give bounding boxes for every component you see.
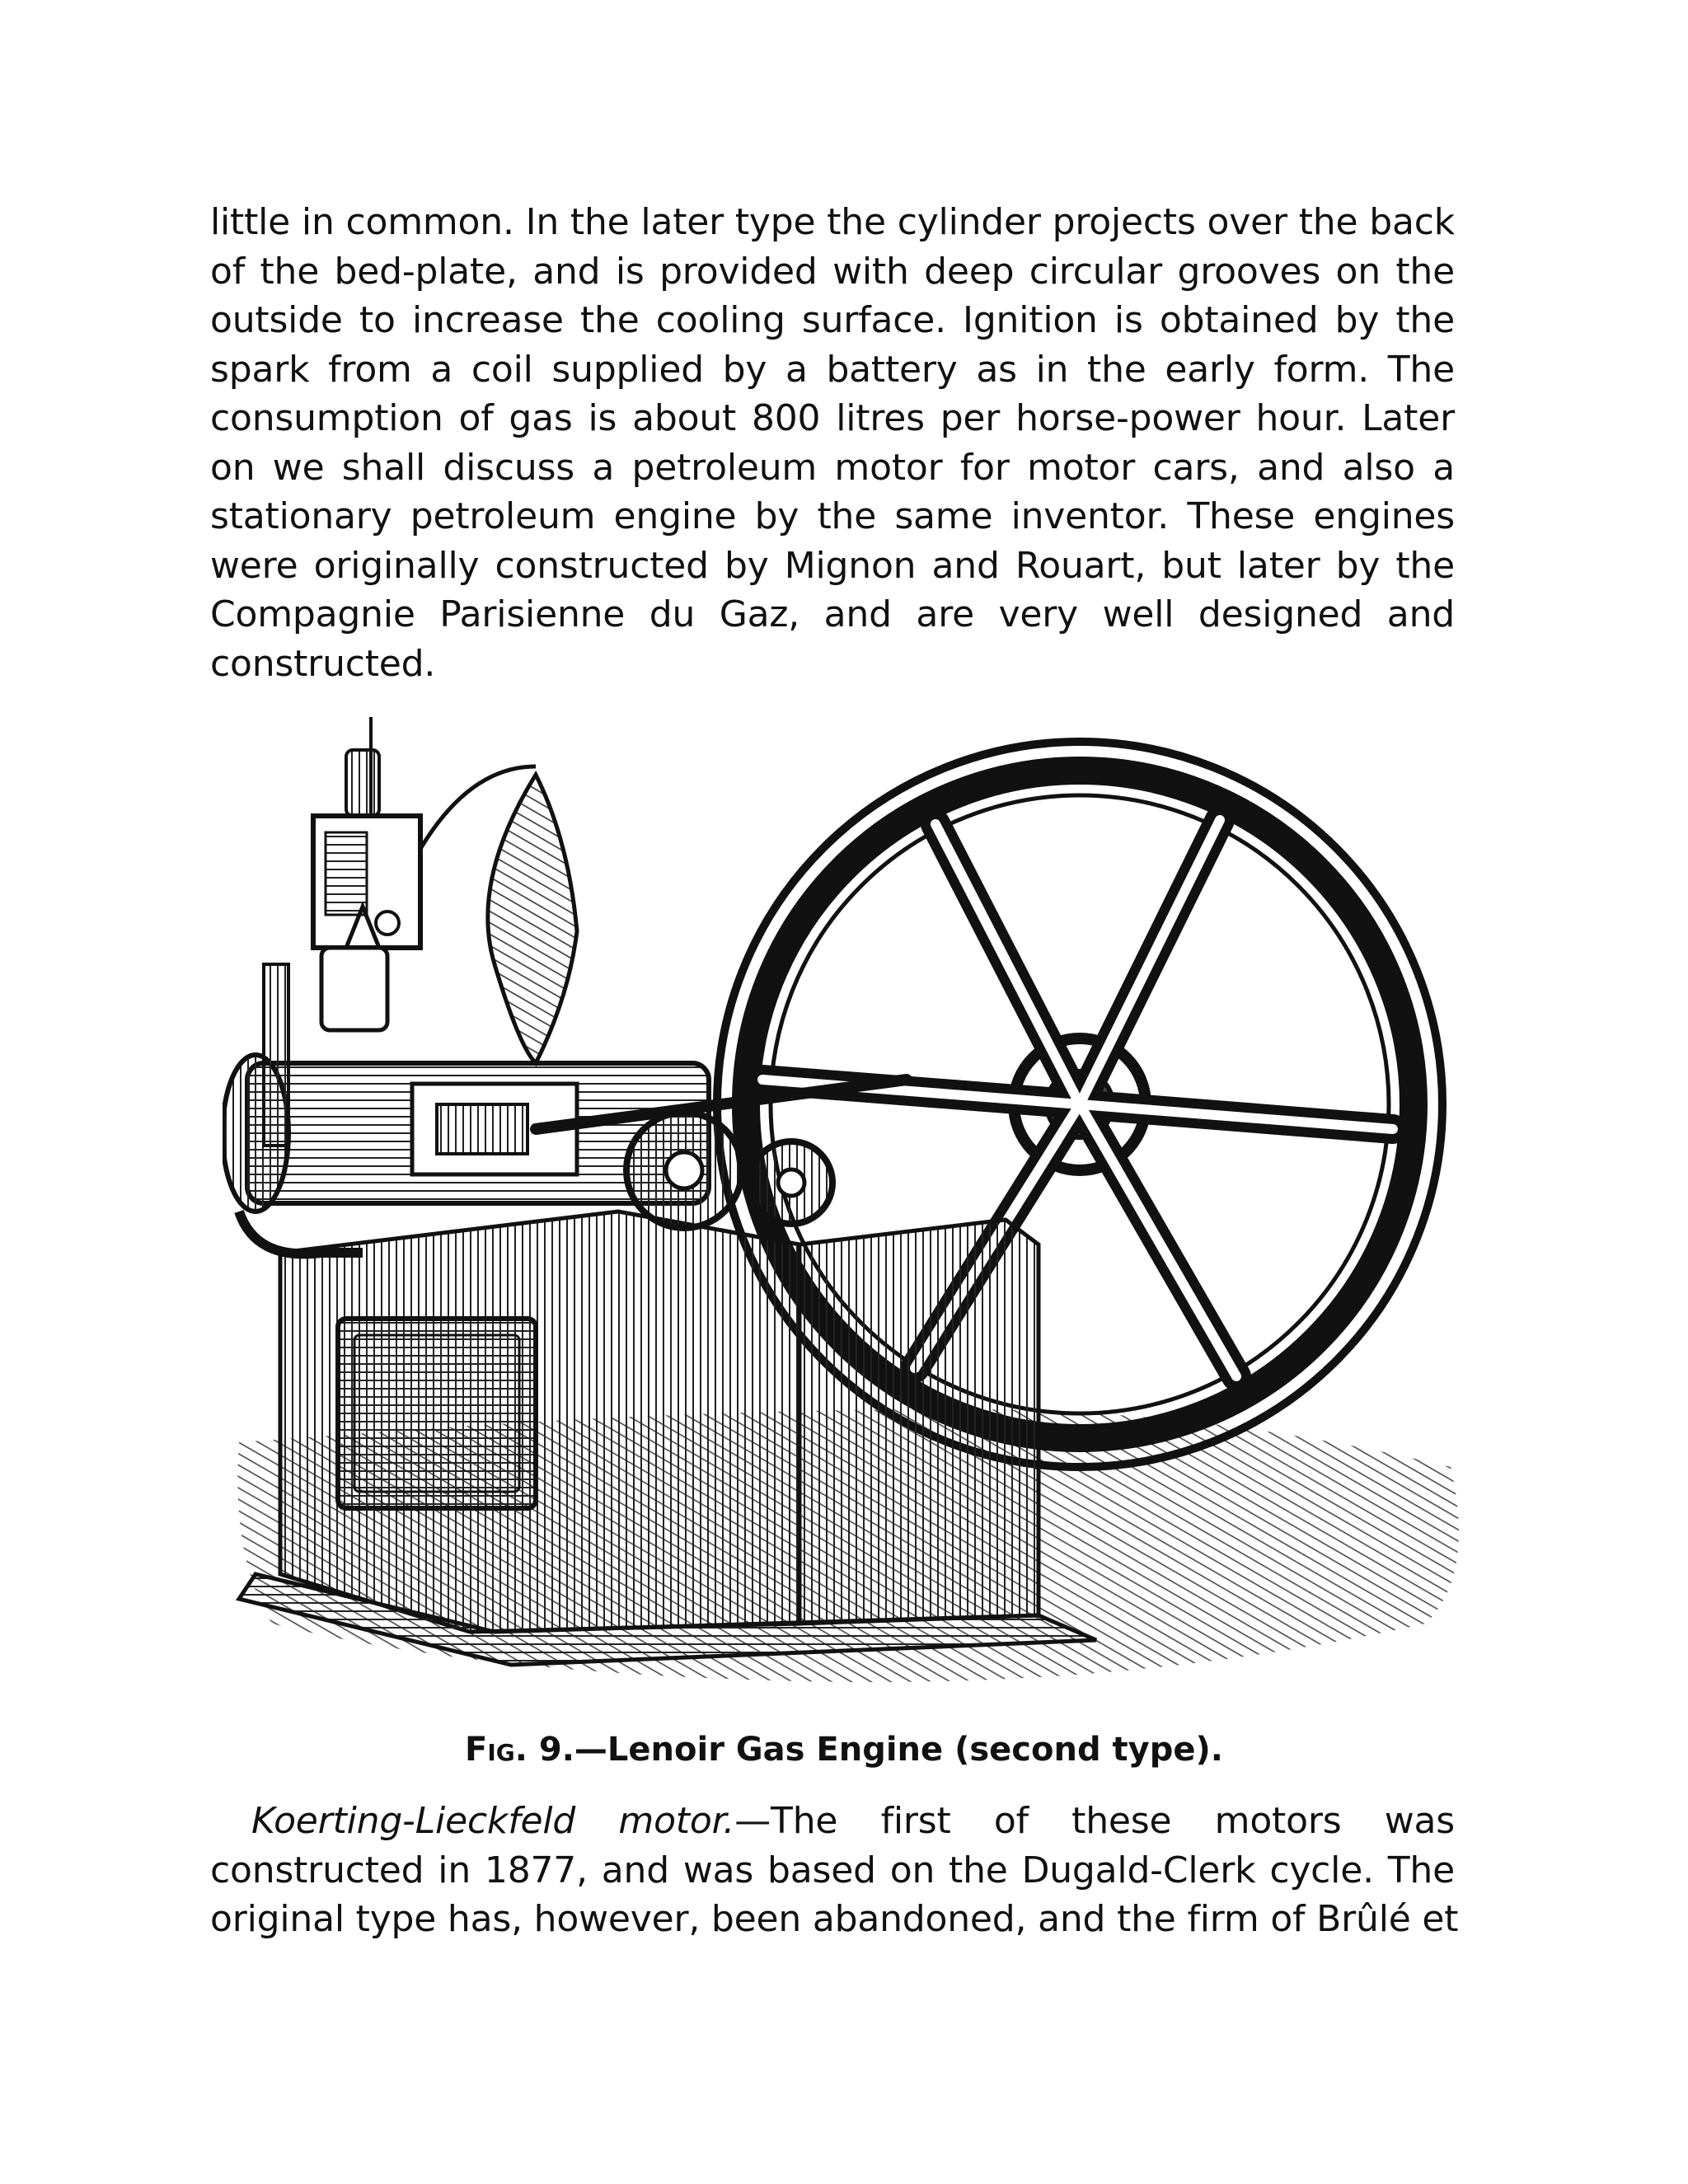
engine-base <box>239 1212 1096 1665</box>
text-line: little in common. In the later type the cylinder projects over the back <box>210 201 1455 243</box>
text-line: consumption of gas is about 800 litres per horse-power hour. Later <box>210 397 1455 439</box>
text-line-first <box>210 1797 1455 1846</box>
text-line: outside to increase the cooling surface. Ignition is obtained by the <box>210 299 1455 341</box>
engine-illustration <box>223 717 1459 1722</box>
italic-lead: Koerting-Lieckfeld motor. <box>251 1800 735 1842</box>
text-line: on we shall discuss a petroleum motor for motor cars, and also a <box>210 446 1455 489</box>
text-line: spark from a coil supplied by a battery as in the early form. The <box>210 348 1455 391</box>
text-line: constructed. <box>210 642 436 685</box>
body-paragraph-bottom <box>210 1797 1459 1944</box>
gears <box>626 1113 832 1228</box>
body-paragraph-top <box>210 198 1455 688</box>
text-line: original type has, however, been abandoned, and the firm of Brûlé et <box>210 1898 1459 1940</box>
text-line: constructed in 1877, and was based on the Dugald-Clerk cycle. The <box>210 1849 1455 1891</box>
text-line: Compagnie Parisienne du Gaz, and are very well designed and <box>210 593 1455 635</box>
caption-text: —Lenoir Gas Engine (second type). <box>574 1731 1223 1769</box>
text-line: stationary petroleum engine by the same inventor. These engines <box>210 495 1455 537</box>
figure-caption <box>0 1731 1688 1769</box>
text-line: of the bed-plate, and is provided with deep circular grooves on the <box>210 250 1455 293</box>
caption-number: 9. <box>538 1731 574 1769</box>
caption-prefix: Fig. <box>465 1731 528 1769</box>
text-line: were originally constructed by Mignon and Rouart, but later by the <box>210 544 1455 587</box>
text-line-rest: —The first of these motors was <box>734 1800 1455 1842</box>
